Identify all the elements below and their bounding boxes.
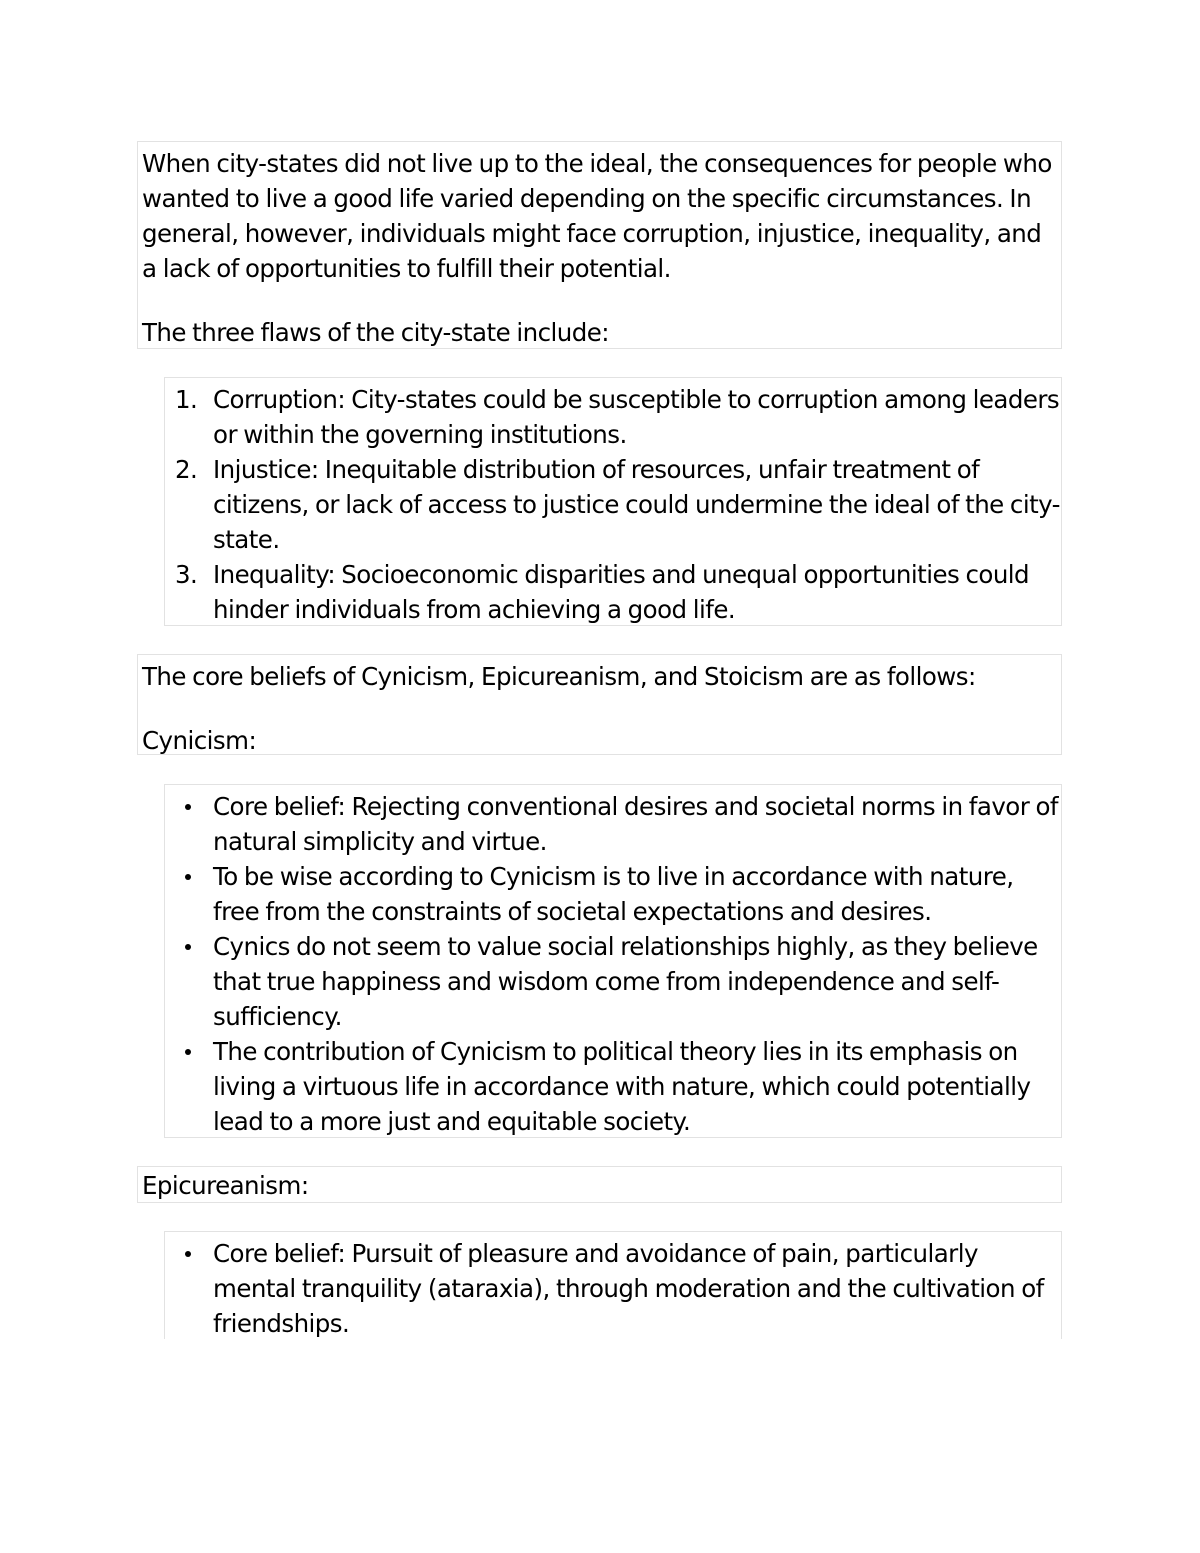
epicureanism-text: Core belief: Pursuit of pleasure and avoidance of pain, particularly mental tranquility (ataraxia), through moderation and the cultivation of friendships.: [213, 1239, 1044, 1338]
cynicism-text: To be wise according to Cynicism is to live in accordance with nature, free from the constraints of societal expectations and desires.: [213, 862, 1014, 926]
core-beliefs-heading: The core beliefs of Cynicism, Epicureanism, and Stoicism are as follows:: [142, 662, 976, 691]
cynicism-text: The contribution of Cynicism to political theory lies in its emphasis on living a virtuous life in accordance with nature, which could potentially lead to a more just and equitable society.: [213, 1037, 1031, 1136]
list-number: 2.: [175, 455, 198, 484]
epicureanism-list-block: [164, 1231, 1062, 1339]
flaws-heading: The three flaws of the city-state include:: [142, 318, 609, 347]
bullet-icon: [185, 944, 191, 950]
cynicism-heading: Cynicism:: [142, 726, 257, 755]
list-number: 3.: [175, 560, 198, 589]
epicureanism-heading-block: [137, 1166, 1062, 1203]
cynicism-list: [175, 789, 1061, 1139]
epicureanism-heading: Epicureanism:: [142, 1171, 309, 1200]
cynicism-text: Core belief: Rejecting conventional desires and societal norms in favor of natural simplicity and virtue.: [213, 792, 1059, 856]
core-beliefs-block: [137, 654, 1062, 755]
bullet-icon: [185, 1049, 191, 1055]
flaw-item: [175, 382, 1061, 452]
flaw-text: Corruption: City-states could be susceptible to corruption among leaders or within the governing institutions.: [213, 385, 1060, 449]
flaws-list-block: [164, 377, 1062, 626]
cynicism-item: [175, 859, 1061, 929]
flaw-text: Inequality: Socioeconomic disparities and unequal opportunities could hinder individuals from achieving a good life.: [213, 560, 1030, 624]
cynicism-item: [175, 929, 1061, 1034]
cynicism-list-block: [164, 784, 1062, 1138]
cynicism-item: [175, 1034, 1061, 1139]
flaws-list: [175, 382, 1061, 627]
bullet-icon: [185, 804, 191, 810]
list-number: 1.: [175, 385, 198, 414]
bullet-icon: [185, 874, 191, 880]
epicureanism-item: [175, 1236, 1061, 1341]
intro-block: [137, 141, 1062, 349]
flaw-item: [175, 557, 1061, 627]
cynicism-item: [175, 789, 1061, 859]
flaw-text: Injustice: Inequitable distribution of resources, unfair treatment of citizens, or lack of access to justice could undermine the ideal of the city-state.: [213, 455, 1060, 554]
cynicism-text: Cynics do not seem to value social relationships highly, as they believe that true happiness and wisdom come from independence and self-sufficiency.: [213, 932, 1038, 1031]
flaw-item: [175, 452, 1061, 557]
bullet-icon: [185, 1251, 191, 1257]
epicureanism-list: [175, 1236, 1061, 1341]
intro-paragraph: When city-states did not live up to the ideal, the consequences for people who wanted to live a good life varied depending on the specific circumstances. In general, however, individuals might face corruption, injustice, inequality, and a lack of opportunities to fulfill their potential.: [142, 149, 1052, 283]
